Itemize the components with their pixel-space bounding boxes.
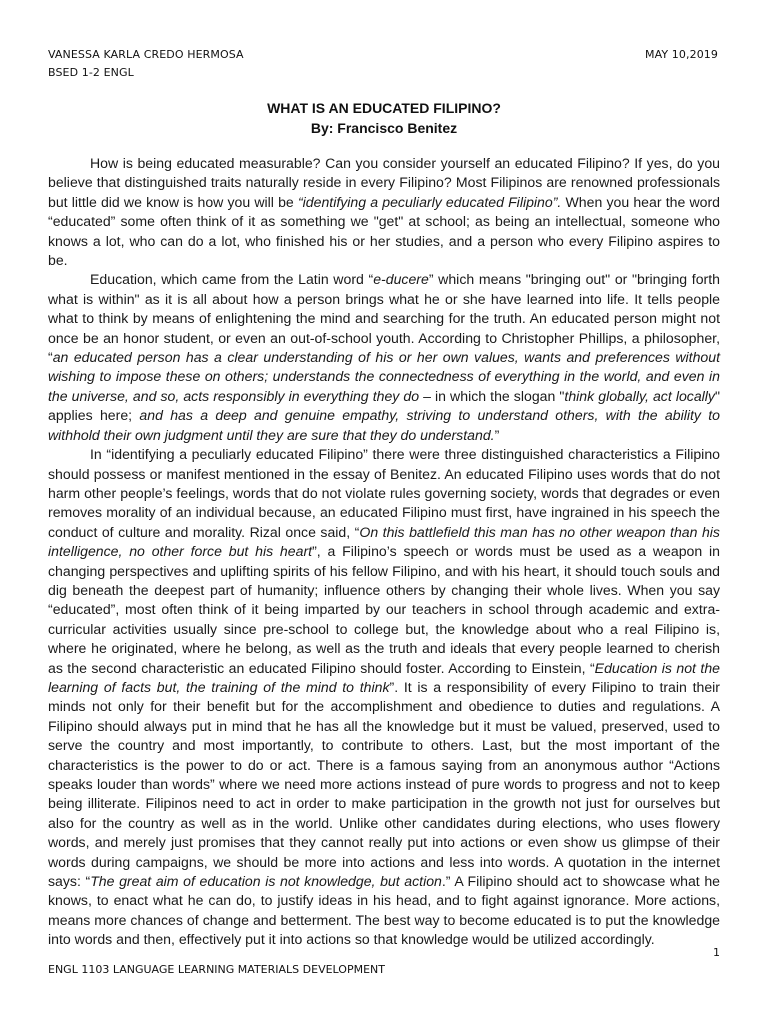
italic-text-run: “identifying a peculiarly educated Filipino”. [297, 193, 562, 210]
text-run: – in which the slogan " [419, 387, 565, 404]
text-run: How is being educated measurable? Can you consider yourself an educated Filipino? If yes, do you believe that distinguished traits naturally reside in every Filipino? Most Filipinos are renowned professionals but little did we know is how you will be [48, 155, 720, 210]
text-run: When you hear the word “educated” some often think of it as something we "get" at school; as being an intellectual, someone who knows a lot, who can do a lot, who finished his or her studies, and a person who every Filipino aspires to be. [48, 193, 721, 269]
title-block [48, 98, 720, 138]
text-run: ” [494, 426, 500, 443]
paragraph-1 [48, 154, 720, 270]
text-run: Education, which came from the Latin word “ [90, 271, 374, 288]
author-name: VANESSA KARLA CREDO HERMOSA [48, 48, 244, 61]
italic-text-run: Education is not the learning of facts but, the training of the mind to think [48, 659, 720, 695]
italic-text-run: and has a deep and genuine empathy, striving to understand others, with the ability to withhold their own judgment until they are sure that they do understand. [48, 407, 720, 443]
document-date: MAY 10,2019 [645, 48, 718, 61]
italic-text-run: an educated person has a clear understanding of his or her own values, wants and preferences without wishing to impose these on others; understands the connectedness of everything in the world, and even in the universe, and so, acts responsibly in everything they do [48, 349, 720, 404]
text-run: ” which means "bringing out" or "bringing forth what is within" as it is all about how a person brings what he or she have learned into life. It tells people what to think by means of enlightening the mind and searching for the truth. An educated person might not once be an honor student, or even an out-of-school youth. According to Christopher Phillips, a philosopher, “ [48, 271, 720, 366]
italic-text-run: e-ducere [373, 271, 429, 288]
italic-text-run: The great aim of education is not knowledge, but action [90, 873, 442, 890]
italic-text-run: On this battlefield this man has no other weapon than his intelligence, no other force but his heart [48, 523, 720, 560]
essay-body [48, 154, 720, 950]
text-run: In “identifying a peculiarly educated Filipino” there were three distinguished characteristics a Filipino should possess or manifest mentioned in the essay of Benitez. An educated Filipino uses words that do not harm other people’s feelings, words that do not violate rules governing society, words that degrades or even removes morality of an individual because, an educated Filipino must first, have ingrained in his speech the conduct of culture and morality. Rizal once said, “ [48, 446, 720, 540]
byline: By: Francisco Benitez [310, 120, 458, 136]
italic-text-run: think globally, act locally [564, 387, 715, 404]
text-run: ”. It is a responsibility of every Filipino to train their minds not only for their benefit but for the accomplishment and obedience to duties and regulations. A Filipino should always put in mind that he has all the knowledge but it must be valued, preserved, used to serve the country and most importantly, to contribute to others. Last, but the most important of the characteristics is the power to do or act. There is a famous saying from an anonymous author “Actions speaks louder than words” where we need more actions instead of pure words to progress and not to keep being illiterate. Filipinos need to act in order to make participation in the growth not just for ourselves but also for the country as well as in the world. Unlike other candidates during elections, who uses flowery words, and merely just promises that they cannot really put into actions or even show us glimpse of their words during campaigns, we should be more into actions and less into words. A quotation in the internet says: “ [48, 678, 720, 890]
paragraph-3 [48, 445, 720, 950]
paragraph-2 [48, 270, 720, 445]
text-run: ”, a Filipino’s speech or words must be used as a weapon in changing perspectives and uplifting spirits of his fellow Filipino, and with his heart, it should touch souls and dig beneath the deepest part of humanity; influence others by changing their whole lives. When you say “educated”, most often think of it being imparted by our teachers in school through academic and extra-curricular activities usually since pre-school to college but, the knowledge about who a real Filipino is, where he originated, where he belong, as well as the truth and ideals that every people learned to cherish as the second characteristic an educated Filipino should foster. According to Einstein, “ [48, 543, 720, 676]
text-run: " applies here; [48, 387, 720, 424]
page-number: 1 [713, 946, 720, 959]
text-run: .” A Filipino should act to showcase what he knows, to enact what he can do, to justify ideas in his head, and to fight against ignorance. More actions, means more chances of change and betterment. The best way to become educated is to put the knowledge into words and then, effectively put it into actions so that knowledge would be utilized accordingly. [48, 873, 721, 948]
course-section: BSED 1-2 ENGL [48, 66, 134, 79]
document-title: WHAT IS AN EDUCATED FILIPINO? [267, 100, 501, 116]
footer-course-title: ENGL 1103 LANGUAGE LEARNING MATERIALS DEVELOPMENT [48, 963, 385, 976]
